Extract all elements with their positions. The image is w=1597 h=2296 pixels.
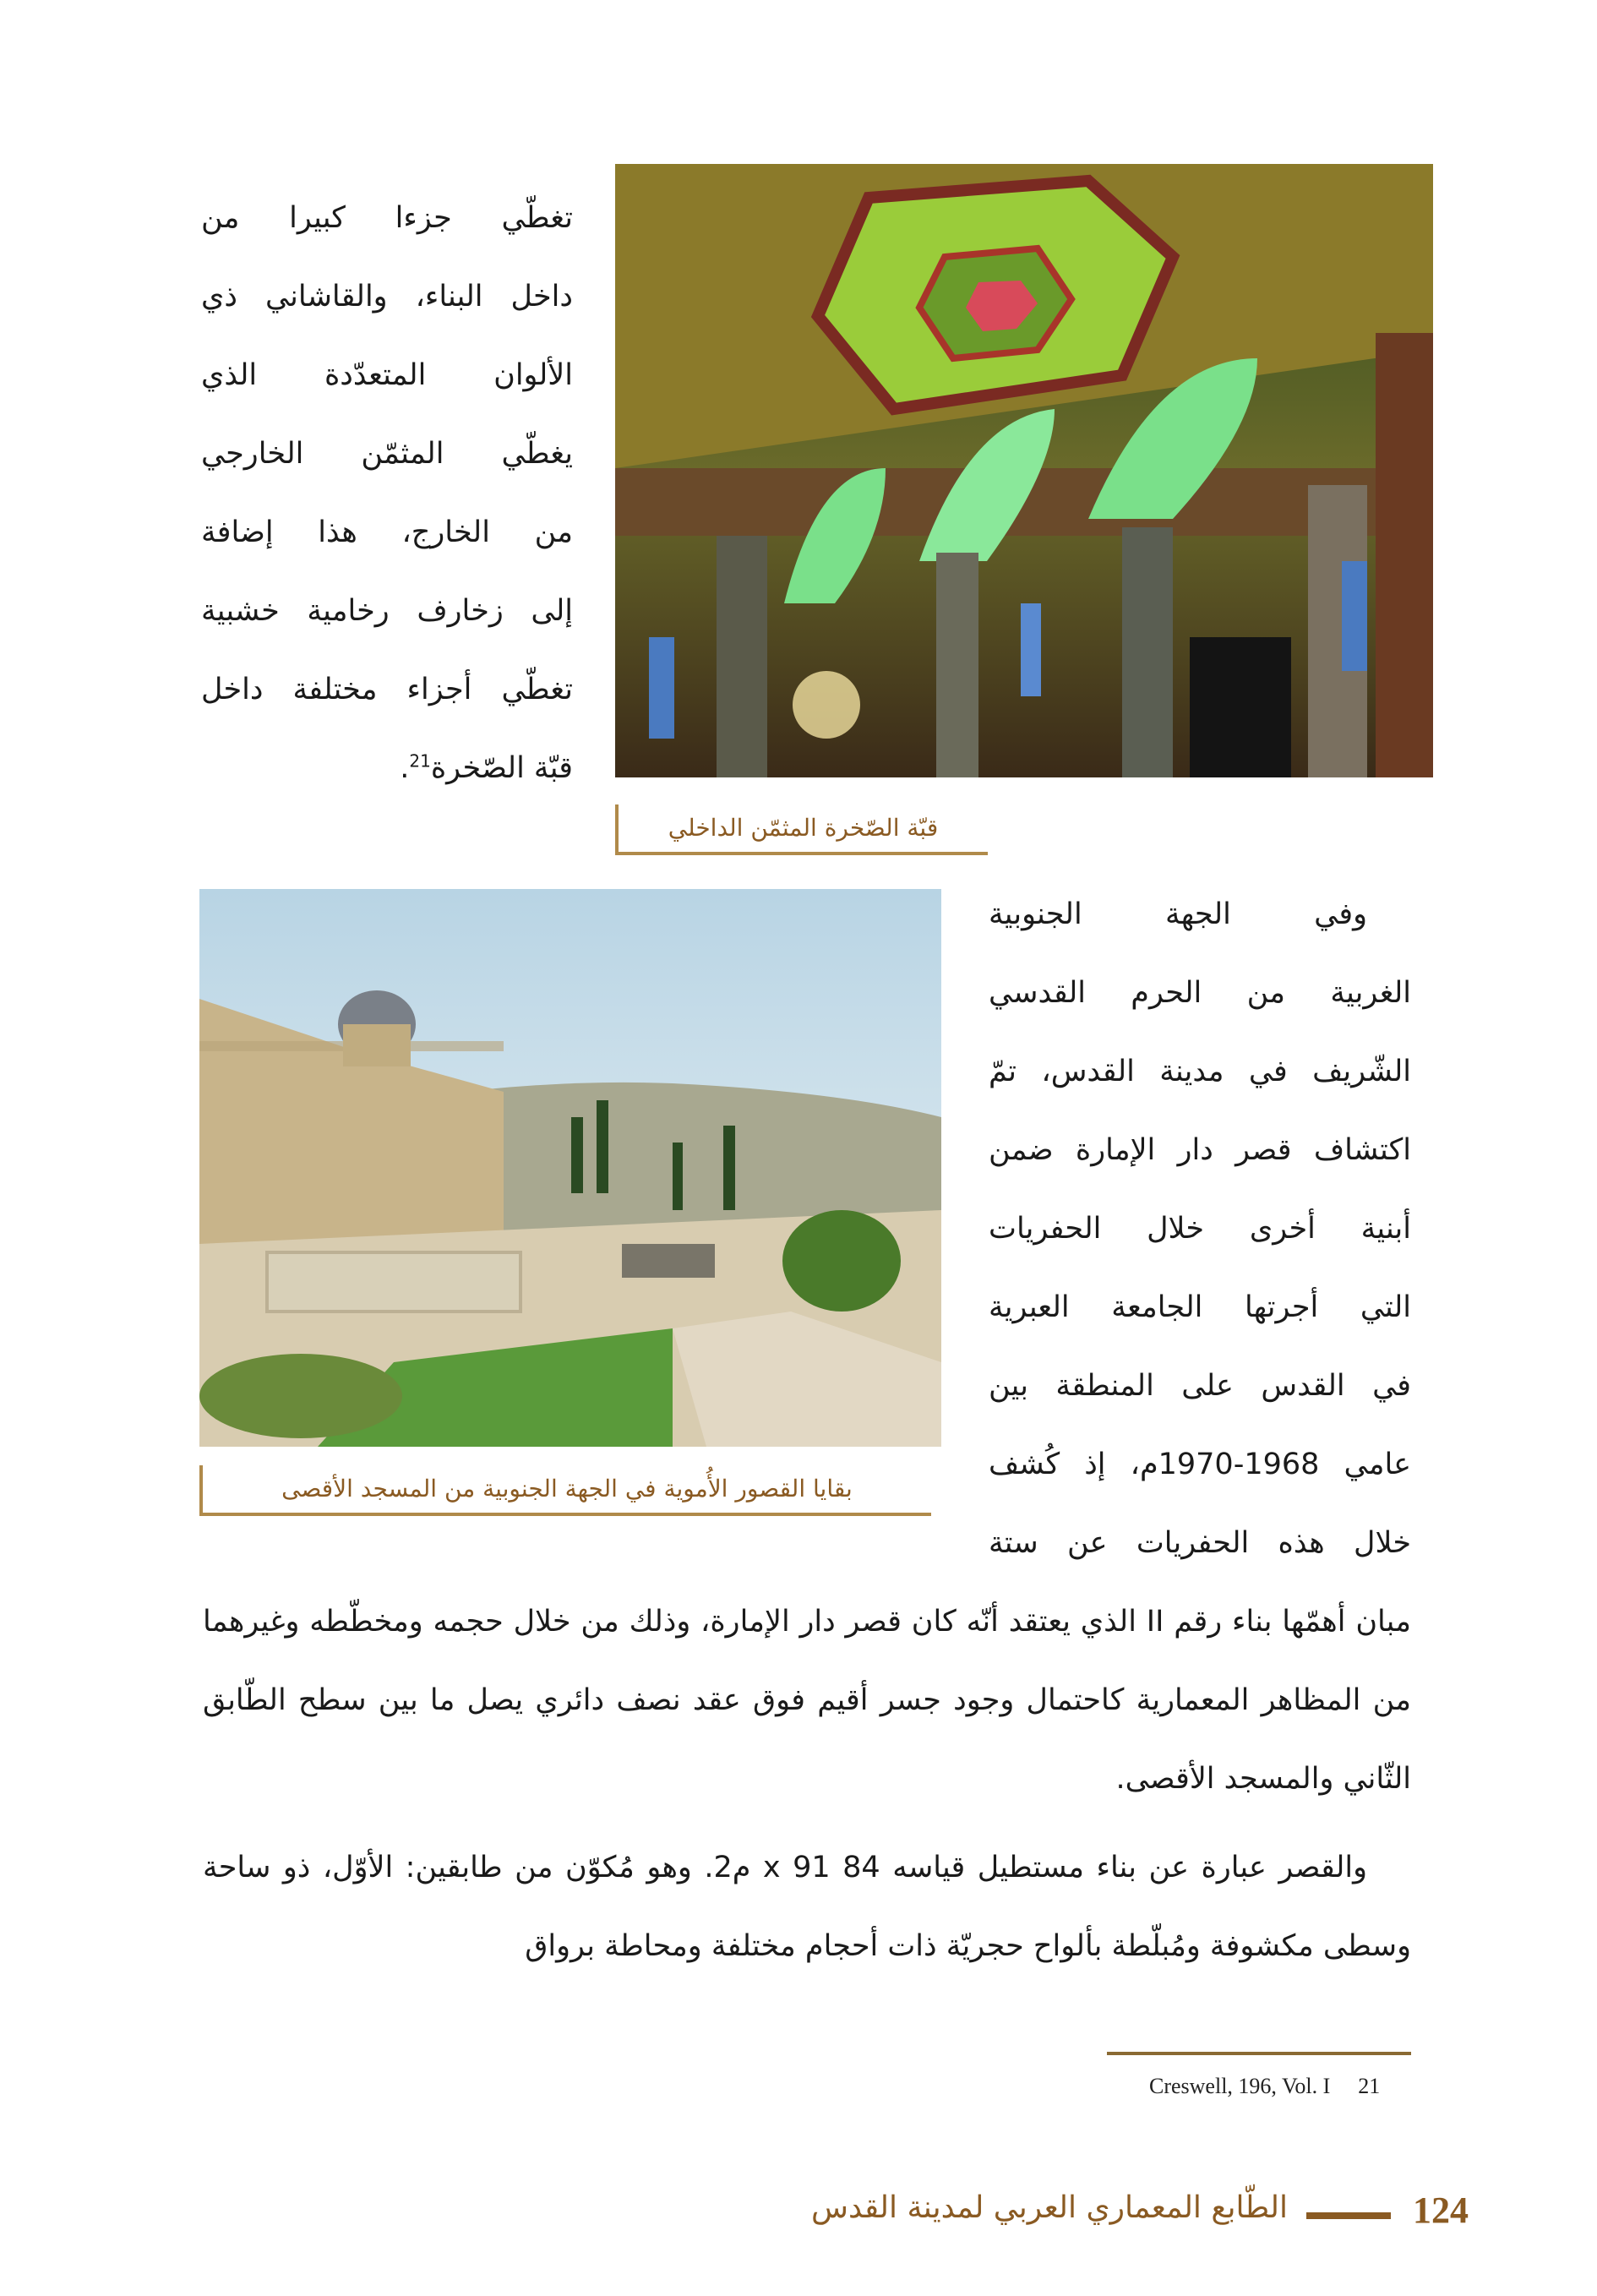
paragraph-2-line: أبنية أخرى خلال الحفريات — [989, 1212, 1411, 1246]
paragraph-1-last-line-text: قبّة الصّخرة — [430, 751, 573, 785]
footnote-text: Creswell, 196, Vol. I — [1149, 2074, 1331, 2098]
umayyad-palaces-remains-icon — [199, 889, 941, 1447]
footnote-number: 21 — [1358, 2074, 1381, 2098]
paragraph-1-line: تغطّي جزءا كبيرا من — [201, 201, 573, 235]
running-footer-title-text: الطّابع المعماري العربي لمدينة القدس — [811, 2190, 1289, 2225]
paragraph-2-line: الغربية من الحرم القدسي — [989, 976, 1411, 1010]
paragraph-1-line: من الخارج، هذا إضافة — [201, 515, 573, 549]
image-1-caption — [615, 804, 988, 855]
running-footer-title — [811, 2190, 1288, 2225]
paragraph-2-line: في القدس على المنطقة بين — [989, 1369, 1411, 1403]
paragraph-2-line: خلال هذه الحفريات عن ستة — [989, 1526, 1411, 1560]
paragraph-2-line: التي أجرتها الجامعة العبرية — [989, 1290, 1411, 1324]
page-number-text: 124 — [1413, 2190, 1469, 2231]
image-2-caption-text: بقايا القصور الأُموية في الجهة الجنوبية من المسجد الأقصى — [281, 1475, 853, 1502]
footnote-divider — [1107, 2052, 1411, 2055]
paragraph-1-last-line — [201, 729, 573, 808]
paragraph-2 — [989, 875, 1411, 1583]
paragraph-3-text: والقصر عبارة عن بناء مستطيل قياسه 84 x 91 م2. وهو مُكوّن من طابقين: الأوّل، ذو ساحة وسطى مكشوفة ومُبلّطة بألواح حجريّة ذات أحجام مختلفة ومحاطة برواق — [203, 1851, 1411, 1963]
paragraph-2-line: الشّريف في مدينة القدس، تمّ — [989, 1055, 1411, 1088]
paragraph-1-line: تغطّي أجزاء مختلفة داخل — [201, 673, 573, 706]
paragraph-1-line: الألوان المتعدّدة الذي — [201, 358, 573, 392]
dome-of-rock-interior-icon — [615, 164, 1433, 777]
footnote-reference[interactable]: 21 — [409, 750, 431, 772]
paragraph-2-line: وفي الجهة الجنوبية — [989, 897, 1367, 931]
paragraph-2-line: عامي 1968-1970م، إذ كُشف — [989, 1448, 1411, 1481]
dome-of-rock-interior-photo — [615, 164, 1433, 777]
footer-bar — [1306, 2212, 1391, 2219]
image-1-caption-text: قبّة الصّخرة المثمّن الداخلي — [668, 814, 939, 842]
paragraph-2-continuation — [203, 1583, 1411, 1819]
paragraph-1-line: داخل البناء، والقاشاني ذي — [201, 280, 573, 314]
paragraph-1-line: إلى زخارف رخامية خشبية — [201, 594, 573, 628]
paragraph-1-line: يغطّي المثمّن الخارجي — [201, 437, 573, 471]
footnote — [1149, 2074, 1380, 2099]
paragraph-2-line: اكتشاف قصر دار الإمارة ضمن — [989, 1133, 1411, 1167]
umayyad-palaces-remains-photo — [199, 889, 941, 1447]
paragraph-2-continuation-text: مبان أهمّها بناء رقم II الذي يعتقد أنّه كان قصر دار الإمارة، وذلك من خلال حجمه ومخطّطه وغيرهما من المظاهر المعمارية كاحتمال وجود جسر أقيم فوق عقد نصف دائري يصل ما بين سطح الطّابق الثّاني والمسجد الأقصى. — [203, 1605, 1411, 1796]
paragraph-1 — [201, 179, 573, 808]
paragraph-1-end-punct: . — [400, 751, 410, 785]
paragraph-3 — [203, 1829, 1411, 1986]
page-number — [1413, 2189, 1469, 2232]
image-2-caption — [199, 1465, 931, 1516]
